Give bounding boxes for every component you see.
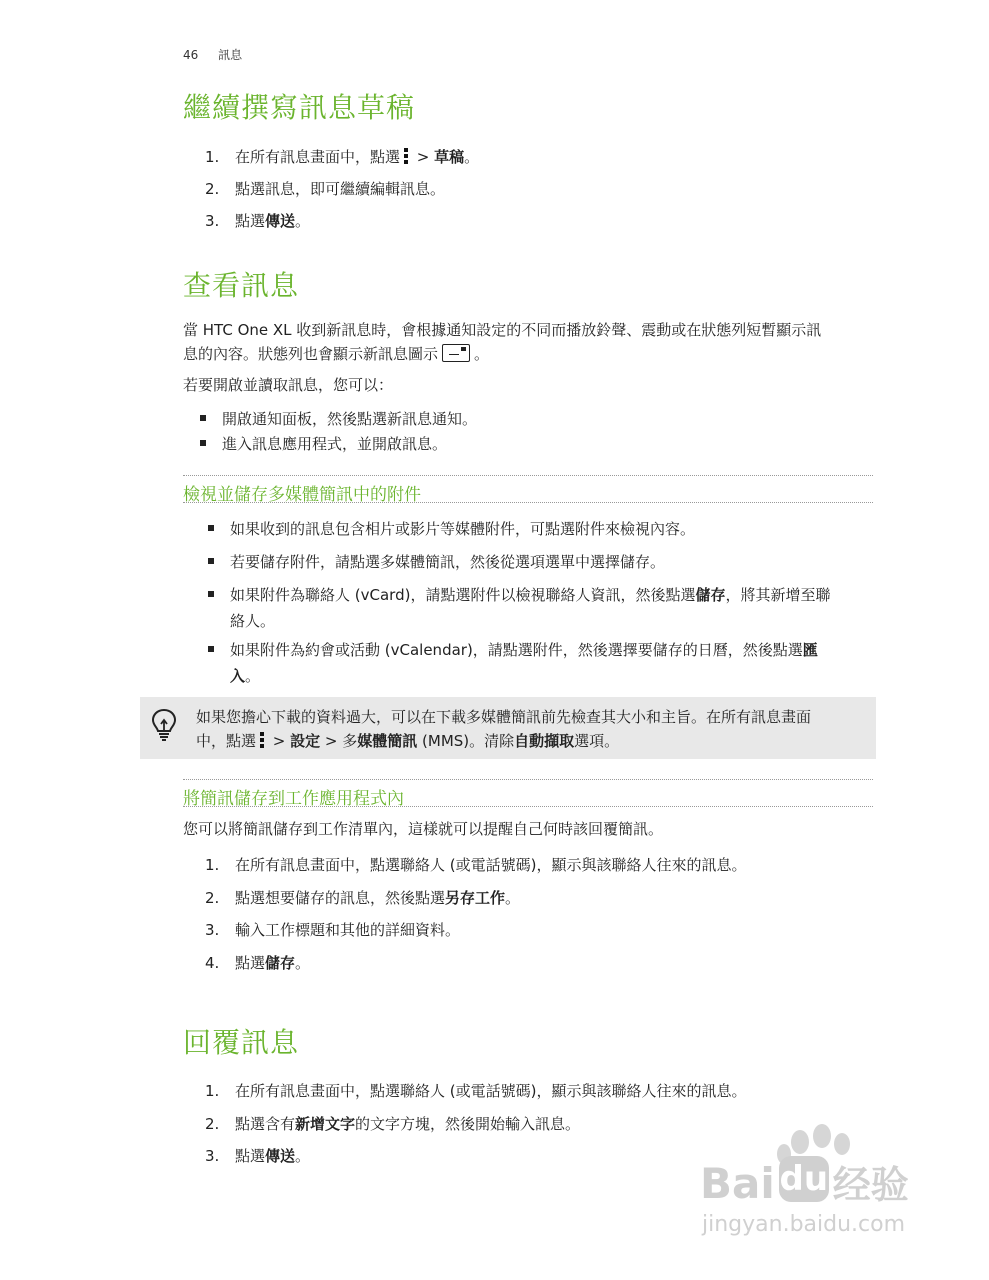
baidu-watermark: Bai du 经验 jingyan.baidu.com	[700, 1120, 950, 1250]
page-header	[183, 46, 242, 63]
bullet-item: 進入訊息應用程式，並開啟訊息。	[200, 431, 880, 457]
new-message-icon	[442, 344, 470, 362]
paragraph: 當 HTC One XL 收到新訊息時，會根據通知設定的不同而播放鈴聲、震動或在狀態列短暫顯示訊 息的內容。狀態列也會顯示新訊息圖示 。	[183, 321, 822, 363]
menu-icon	[403, 148, 409, 164]
section-name: 訊息	[218, 48, 243, 62]
lightbulb-icon	[150, 708, 178, 742]
section-title-reply: 回覆訊息	[183, 1026, 300, 1059]
section-title-view: 查看訊息	[183, 269, 300, 302]
bullet-item: 如果收到的訊息包含相片或影片等媒體附件，可點選附件來檢視內容。	[208, 516, 878, 542]
paragraph: 若要開啟並讀取訊息，您可以：	[183, 376, 394, 394]
section-title-drafts: 繼續撰寫訊息草稿	[183, 91, 416, 124]
menu-icon	[259, 732, 265, 748]
divider	[183, 475, 873, 476]
divider	[183, 779, 873, 780]
bullet-item: 若要儲存附件，請點選多媒體簡訊，然後從選項選單中選擇儲存。	[208, 549, 878, 575]
divider	[183, 502, 873, 503]
subsection-title-attachments: 檢視並儲存多媒體簡訊中的附件	[183, 485, 421, 505]
paragraph: 您可以將簡訊儲存到工作清單內，這樣就可以提醒自己何時該回覆簡訊。	[183, 820, 664, 838]
bullet-item: 開啟通知面板，然後點選新訊息通知。	[200, 406, 880, 432]
bullet-item: 如果附件為聯絡人 (vCard)，請點選附件以檢視聯絡人資訊，然後點選儲存，將其新增至聯 絡人。	[208, 582, 878, 634]
divider	[183, 806, 873, 807]
subsection-title-save-task: 將簡訊儲存到工作應用程式內	[183, 789, 404, 809]
page-number: 46	[183, 48, 199, 62]
tip-text: 如果您擔心下載的資料過大，可以在下載多媒體簡訊前先檢查其大小和主旨。在所有訊息畫面 中，點選 > 設定 > 多媒體簡訊 (MMS)。清除自動擷取選項。	[196, 708, 812, 750]
bullet-item: 如果附件為約會或活動 (vCalendar)，請點選附件，然後選擇要儲存的日曆，然後點選匯 入。	[208, 637, 878, 689]
